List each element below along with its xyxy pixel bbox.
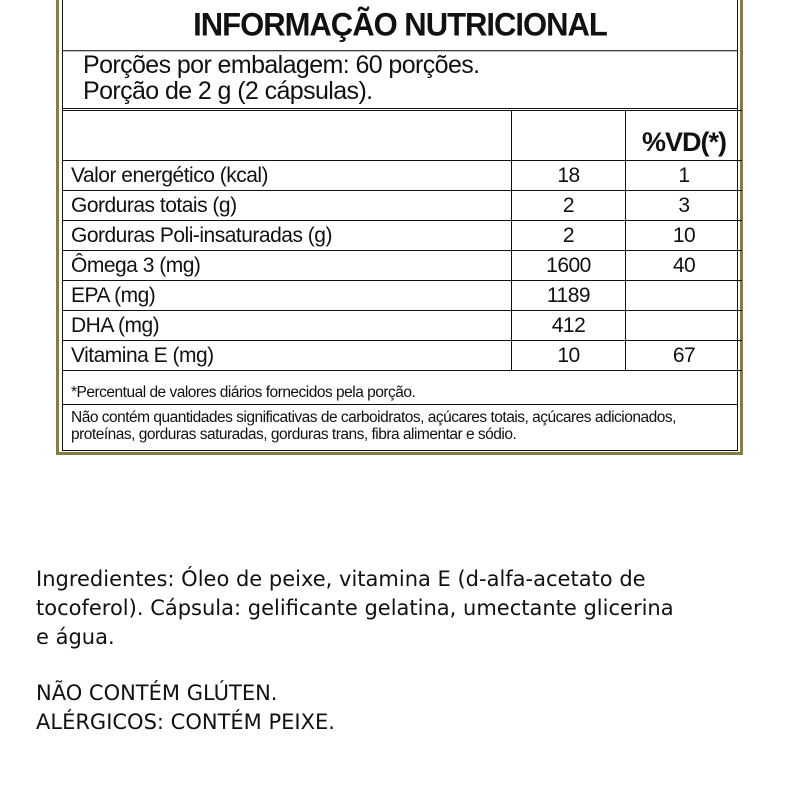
nutrient-daily-value: 3 bbox=[626, 191, 743, 221]
nutrient-name: EPA (mg) bbox=[63, 281, 512, 311]
nutrition-facts-table bbox=[62, 0, 738, 451]
nutrient-daily-value: 10 bbox=[626, 221, 743, 251]
table-row bbox=[63, 191, 742, 221]
nutrient-daily-value: 67 bbox=[626, 341, 743, 371]
serving-size: Porção de 2 g (2 cápsulas). bbox=[83, 77, 373, 105]
ingredients-line: tocoferol). Cápsula: gelificante gelatina, umectante glicerina bbox=[36, 596, 674, 620]
table-row bbox=[63, 341, 742, 371]
table-row bbox=[63, 251, 742, 281]
nutrient-table bbox=[63, 110, 742, 371]
nutrient-daily-value bbox=[626, 281, 743, 311]
nutrient-name: Gorduras Poli-insaturadas (g) bbox=[63, 221, 512, 251]
nutrient-name: Vitamina E (mg) bbox=[63, 341, 512, 371]
header-daily-value: %VD(*) bbox=[626, 111, 743, 161]
nutrient-daily-value: 40 bbox=[626, 251, 743, 281]
table-row bbox=[63, 161, 742, 191]
nutrient-quantity: 2 bbox=[512, 221, 626, 251]
serving-info bbox=[63, 49, 737, 109]
nutrient-name: Gorduras totais (g) bbox=[63, 191, 512, 221]
allergen-info bbox=[36, 679, 335, 737]
ingredients-line: Ingredientes: Óleo de peixe, vitamina E (d-alfa-acetato de bbox=[36, 567, 646, 591]
ingredients-line: e água. bbox=[36, 625, 115, 649]
not-significant-footnote bbox=[63, 405, 737, 450]
footnote-line: proteínas, gorduras saturadas, gorduras trans, fibra alimentar e sódio. bbox=[71, 426, 517, 443]
nutrient-quantity: 1189 bbox=[512, 281, 626, 311]
nutrient-quantity: 18 bbox=[512, 161, 626, 191]
header-nutrient bbox=[63, 111, 512, 161]
servings-per-package: Porções por embalagem: 60 porções. bbox=[83, 51, 480, 79]
nutrient-quantity: 412 bbox=[512, 311, 626, 341]
footnote-line: Não contém quantidades significativas de carboidratos, açúcares totais, açúcares adicionados, bbox=[71, 409, 676, 426]
ingredients-text bbox=[36, 565, 776, 652]
nutrient-quantity: 10 bbox=[512, 341, 626, 371]
table-row bbox=[63, 281, 742, 311]
nutrient-name: Valor energético (kcal) bbox=[63, 161, 512, 191]
nutrient-quantity: 2 bbox=[512, 191, 626, 221]
nutrient-name: Ômega 3 (mg) bbox=[63, 251, 512, 281]
allergen-statement: ALÉRGICOS: CONTÉM PEIXE. bbox=[36, 710, 335, 734]
daily-value-footnote: *Percentual de valores diários fornecidos pela porção. bbox=[63, 375, 737, 405]
table-header-row bbox=[63, 111, 742, 161]
gluten-statement: NÃO CONTÉM GLÚTEN. bbox=[36, 681, 278, 705]
nutrition-label-frame bbox=[56, 0, 743, 455]
nutrient-daily-value bbox=[626, 311, 743, 341]
nutrient-name: DHA (mg) bbox=[63, 311, 512, 341]
header-quantity bbox=[512, 111, 626, 161]
label-title: INFORMAÇÃO NUTRICIONAL bbox=[63, 0, 737, 51]
table-row bbox=[63, 221, 742, 251]
nutrient-daily-value: 1 bbox=[626, 161, 743, 191]
nutrient-quantity: 1600 bbox=[512, 251, 626, 281]
table-row bbox=[63, 311, 742, 341]
